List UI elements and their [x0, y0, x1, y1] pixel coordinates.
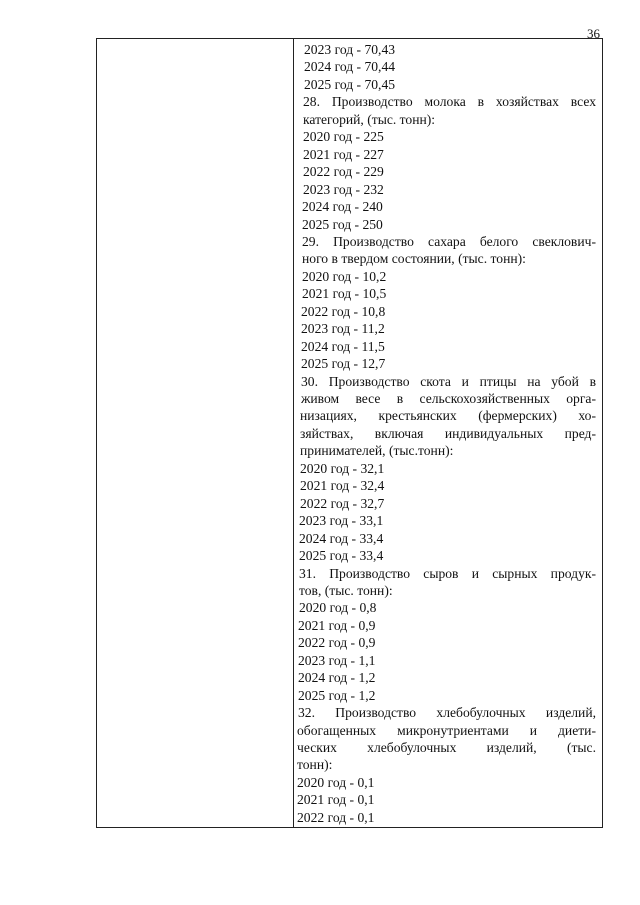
text-line: 2020 год - 225 [303, 129, 384, 145]
text-line: 2022 год - 0,1 [297, 809, 375, 825]
text-line: 2022 год - 229 [303, 164, 384, 180]
text-line: 2022 год - 10,8 [301, 303, 386, 319]
text-line: 2025 год - 12,7 [301, 356, 386, 372]
text-line: 28. Производство молока в хозяйствах всех [303, 94, 596, 110]
text-line: принимателей, (тыс.тонн): [300, 443, 454, 459]
text-line: 2025 год - 70,45 [304, 76, 396, 92]
text-line: 29. Производство сахара белого свеклович- [302, 233, 596, 249]
page-number: 36 [587, 26, 600, 41]
text-line: 2021 год - 0,9 [298, 617, 376, 633]
text-line: тонн): [297, 757, 333, 773]
text-line: обогащенных микронутриентами и диети- [297, 722, 596, 738]
text-line: 2022 год - 32,7 [300, 495, 385, 511]
text-line: тов, (тыс. тонн): [299, 582, 393, 598]
text-line: живом весе в сельскохозяйственных орга- [301, 391, 596, 406]
text-line: 2020 год - 10,2 [302, 268, 387, 284]
table-right-column [293, 38, 603, 828]
text-line: 2020 год - 32,1 [300, 460, 385, 476]
text-line: 2023 год - 33,1 [299, 513, 384, 529]
text-line: 2024 год - 11,5 [301, 338, 385, 354]
text-line: низациях, крестьянских (фермерских) хо- [300, 408, 596, 424]
text-line: 2024 год - 1,2 [298, 670, 376, 686]
text-line: 2021 год - 0,1 [297, 792, 375, 808]
text-line: зяйствах, включая индивидуальных пред- [300, 425, 596, 441]
text-line: 30. Производство скота и птицы на убой в [301, 373, 596, 389]
text-line: 2024 год - 33,4 [299, 530, 384, 546]
text-line: 32. Производство хлебобулочных изделий, [298, 705, 596, 721]
text-line: 2022 год - 0,9 [298, 635, 376, 651]
table-left-column [96, 38, 294, 828]
text-line: ческих хлебобулочных изделий, (тыс. [297, 740, 596, 755]
text-line: 2024 год - 240 [302, 199, 383, 215]
text-line: 2024 год - 70,44 [304, 59, 396, 75]
text-line: 2021 год - 227 [303, 146, 384, 162]
text-line: 2025 год - 33,4 [299, 548, 384, 564]
text-line: 2021 год - 10,5 [302, 286, 387, 302]
text-line: 2025 год - 1,2 [298, 687, 376, 703]
text-line: 2020 год - 0,1 [297, 774, 375, 790]
text-line: 2021 год - 32,4 [300, 478, 385, 494]
text-line: 2023 год - 70,43 [304, 42, 396, 57]
text-line: 31. Производство сыров и сырных продук- [299, 565, 596, 581]
text-line: 2020 год - 0,8 [299, 600, 377, 616]
text-line: категорий, (тыс. тонн): [303, 111, 436, 127]
text-line: 2023 год - 11,2 [301, 321, 385, 337]
text-line: 2025 год - 250 [302, 216, 383, 232]
text-line: 2023 год - 232 [303, 181, 384, 197]
text-line: ного в твердом состоянии, (тыс. тонн): [302, 251, 526, 267]
text-line: 2023 год - 1,1 [298, 652, 376, 668]
